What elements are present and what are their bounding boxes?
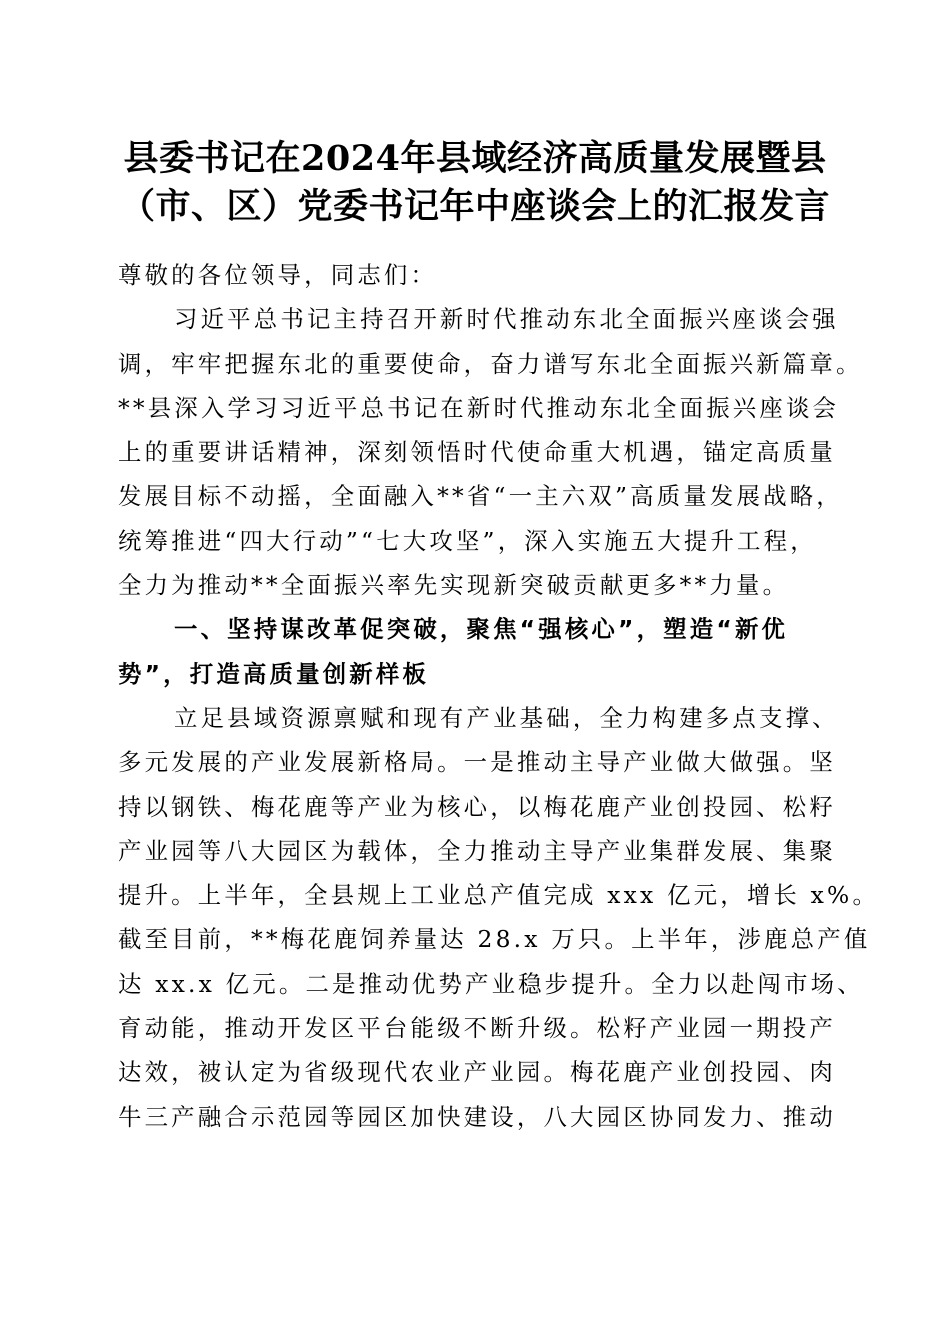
intro-paragraph-line: 全力为推动**全面振兴率先实现新突破贡献更多**力量。	[118, 571, 790, 600]
intro-paragraph-line: 习近平总书记主持召开新时代推动东北全面振兴座谈会强	[174, 305, 839, 334]
intro-paragraph-line: 上的重要讲话精神，深刻领悟时代使命重大机遇，锚定高质量	[118, 438, 836, 467]
section-paragraph-line: 立足县域资源禀赋和现有产业基础，全力构建多点支撑、	[174, 703, 839, 732]
document-body	[118, 253, 880, 1139]
intro-paragraph-line: 统筹推进“四大行动”“七大攻坚”，深入实施五大提升工程，	[118, 526, 817, 555]
title-line: （市、区）党委书记年中座谈会上的汇报发言	[119, 186, 830, 227]
intro-paragraph-line: **县深入学习习近平总书记在新时代推动东北全面振兴座谈会	[118, 393, 840, 422]
section-heading-line: 势”，打造高质量创新样板	[118, 659, 430, 688]
section-paragraph-line: 达 xx.x 亿元。二是推动优势产业稳步提升。全力以赴闯市场、	[118, 969, 864, 998]
section-paragraph-line: 育动能，推动开发区平台能级不断升级。松籽产业园一期投产	[118, 1014, 836, 1043]
section-paragraph-line: 牛三产融合示范园等园区加快建设，八大园区协同发力、推动	[118, 1102, 836, 1131]
document-title	[100, 135, 850, 231]
section-paragraph-line: 达效，被认定为省级现代农业产业园。梅花鹿产业创投园、肉	[118, 1058, 836, 1087]
section-paragraph-line: 截至目前，**梅花鹿饲养量达 28.x 万只。上半年，涉鹿总产值	[118, 925, 871, 954]
section-paragraph-line: 提升。上半年，全县规上工业总产值完成 xxx 亿元，增长 x%。	[118, 881, 880, 910]
title-line: 县委书记在2024年县域经济高质量发展暨县	[123, 138, 827, 179]
section-heading-line: 一、坚持谋改革促突破，聚焦“强核心”，塑造“新优	[174, 615, 789, 644]
intro-paragraph-line: 发展目标不动摇，全面融入**省“一主六双”高质量发展战略，	[118, 482, 843, 511]
section-paragraph-line: 产业园等八大园区为载体，全力推动主导产业集群发展、集聚	[118, 836, 836, 865]
section-paragraph-line: 多元发展的产业发展新格局。一是推动主导产业做大做强。坚	[118, 748, 836, 777]
intro-paragraph-line: 调，牢牢把握东北的重要使命，奋力谱写东北全面振兴新篇章。	[118, 349, 863, 378]
section-paragraph-line: 持以钢铁、梅花鹿等产业为核心，以梅花鹿产业创投园、松籽	[118, 792, 836, 821]
salutation: 尊敬的各位领导，同志们：	[118, 261, 438, 289]
